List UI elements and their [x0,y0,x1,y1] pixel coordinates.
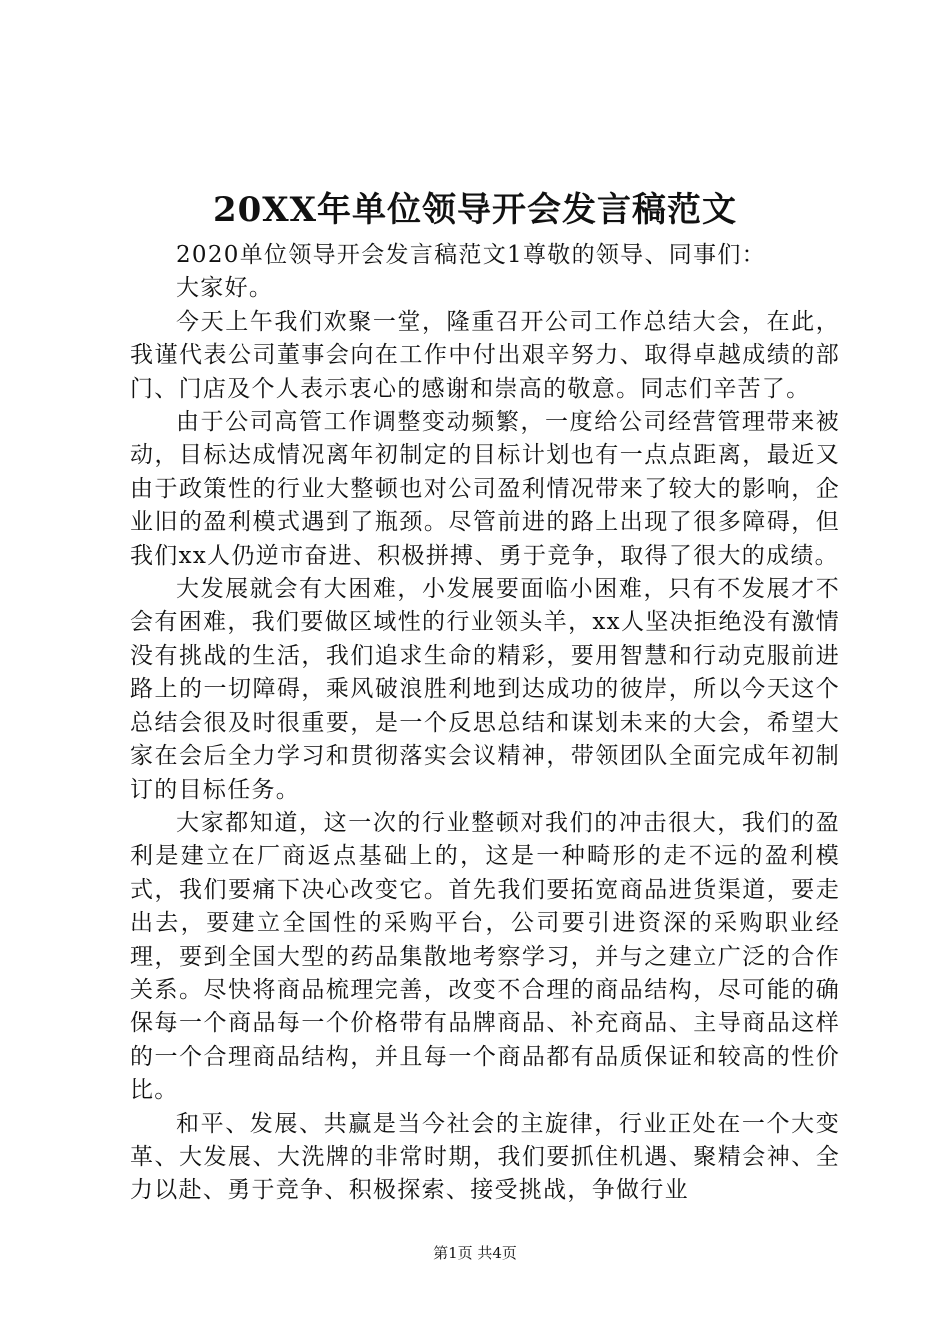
paragraph: 由于公司高管工作调整变动频繁，一度给公司经营管理带来被动，目标达成情况离年初制定的目标计划也有一点点距离，最近又由于政策性的行业大整顿也对公司盈利情况带来了较大的影响，企业旧的盈利模式遇到了瓶颈。尽管前进的路上出现了很多障碍，但我们xx人仍逆市奋进、积极拼搏、勇于竞争，取得了很大的成绩。 [130,409,840,569]
paragraph: 和平、发展、共赢是当今社会的主旋律，行业正处在一个大变革、大发展、大洗牌的非常时期，我们要抓住机遇、聚精会神、全力以赴、勇于竞争、积极探索、接受挑战，争做行业 [130,1110,840,1204]
paragraph: 大家好。 [176,275,274,302]
paragraph: 大发展就会有大困难，小发展要面临小困难，只有不发展才不会有困难，我们要做区域性的行业领头羊，xx人坚决拒绝没有激情没有挑战的生活，我们追求生命的精彩，要用智慧和行动克服前进路上的一切障碍，乘风破浪胜利地到达成功的彼岸，所以今天这个总结会很及时很重要，是一个反思总结和谋划未来的大会，希望大家在会后全力学习和贯彻落实会议精神，带领团队全面完成年初制订的目标任务。 [130,576,840,803]
page-number-footer: 第1页 共4页 [433,1244,517,1262]
paragraph: 今天上午我们欢聚一堂，隆重召开公司工作总结大会，在此，我谨代表公司董事会向在工作中付出艰辛努力、取得卓越成绩的部门、门店及个人表示衷心的感谢和崇高的敬意。同志们辛苦了。 [130,308,840,402]
paragraph: 大家都知道，这一次的行业整顿对我们的冲击很大，我们的盈利是建立在厂商返点基础上的，这是一种畸形的走不远的盈利模式，我们要痛下决心改变它。首先我们要拓宽商品进货渠道，要走出去，要建立全国性的采购平台，公司要引进资深的采购职业经理，要到全国大型的药品集散地考察学习，并与之建立广泛的合作关系。尽快将商品梳理完善，改变不合理的商品结构，尽可能的确保每一个商品每一个价格带有品牌商品、补充商品、主导商品这样的一个合理商品结构，并且每一个商品都有品质保证和较高的性价比。 [130,809,840,1104]
document-body [130,239,840,1208]
document-title: 20XX年单位领导开会发言稿范文 [212,190,738,230]
paragraph: 2020单位领导开会发言稿范文1尊敬的领导、同事们： [176,242,766,268]
